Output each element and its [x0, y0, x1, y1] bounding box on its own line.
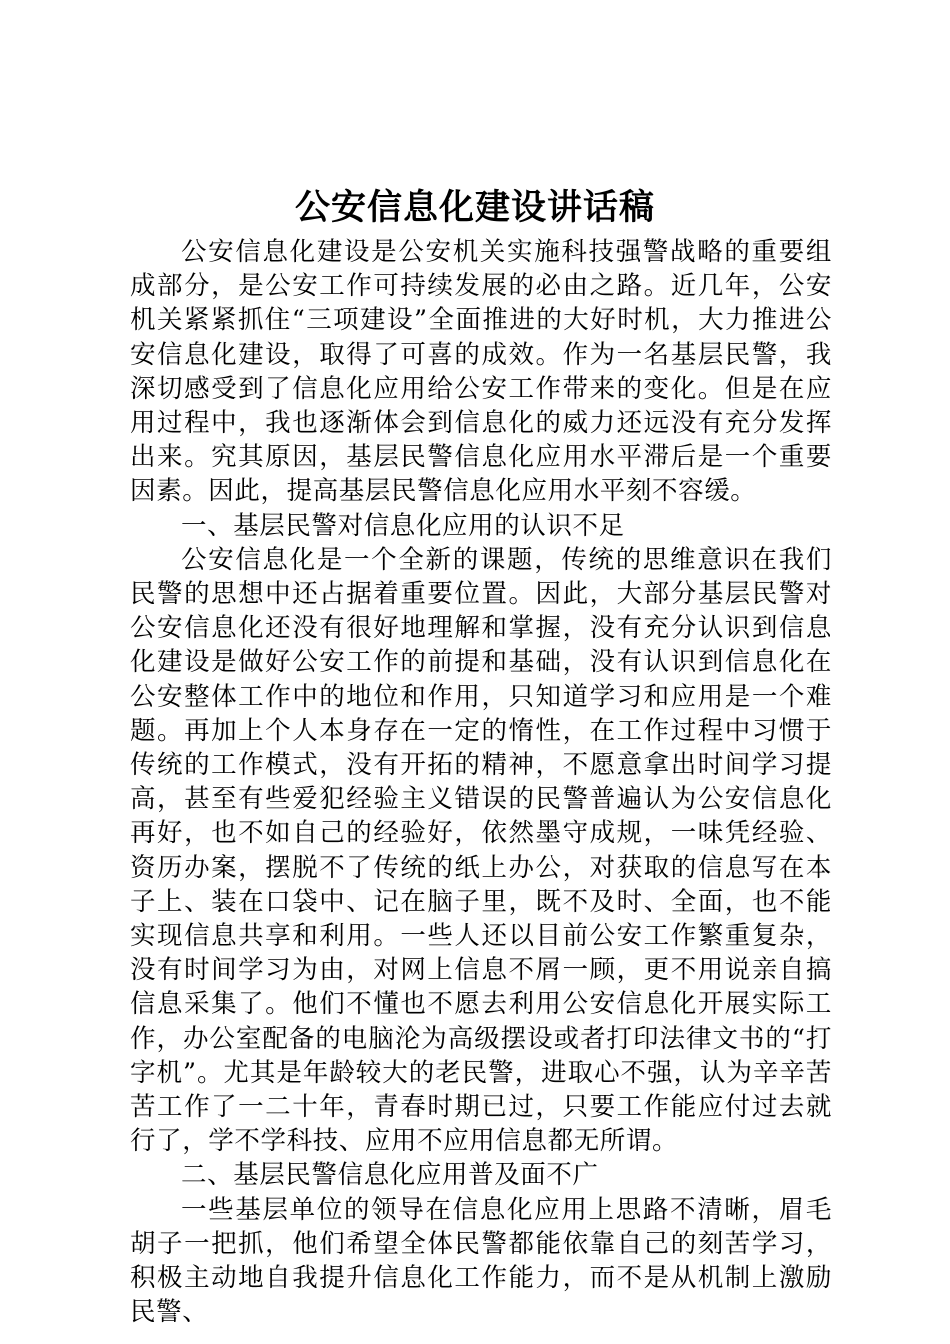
intro-paragraph: 公安信息化建设是公安机关实施科技强警战略的重要组成部分，是公安工作可持续发展的必由之路。近几年，公安机关紧紧抓住“三项建设”全面推进的大好时机，大力推进公安信息化建设，取得了可喜的成效。作为一名基层民警，我深切感受到了信息化应用给公安工作带来的变化。但是在应用过程中，我也逐渐体会到信息化的威力还远没有充分发挥出来。究其原因，基层民警信息化应用水平滞后是一个重要因素。因此，提高基层民警信息化应用水平刻不容缓。: [130, 237, 832, 507]
section-2-heading: 二、基层民警信息化应用普及面不广: [181, 1160, 599, 1191]
document-body: [130, 235, 832, 1330]
section-1-heading: 一、基层民警对信息化应用的认识不足: [181, 510, 625, 541]
document-title: 公安信息化建设讲话稿: [294, 188, 655, 228]
section-2-paragraph: 一些基层单位的领导在信息化应用上思路不清晰，眉毛胡子一把抓，他们希望全体民警都能依靠自己的刻苦学习，积极主动地自我提升信息化工作能力，而不是从机制上激励民警、: [130, 1194, 832, 1328]
section-1-paragraph: 公安信息化是一个全新的课题，传统的思维意识在我们民警的思想中还占据着重要位置。因此，大部分基层民警对公安信息化还没有很好地理解和掌握，没有充分认识到信息化建设是做好公安工作的前提和基础，没有认识到信息化在公安整体工作中的地位和作用，只知道学习和应用是一个难题。再加上个人本身存在一定的惰性，在工作过程中习惯于传统的工作模式，没有开拓的精神，不愿意拿出时间学习提高，甚至有些爱犯经验主义错误的民警普遍认为公安信息化再好，也不如自己的经验好，依然墨守成规，一味凭经验、资历办案，摆脱不了传统的纸上办公，对获取的信息写在本子上、装在口袋中、记在脑子里，既不及时、全面，也不能实现信息共享和利用。一些人还以目前公安工作繁重复杂，没有时间学习为由，对网上信息不屑一顾，更不用说亲自搞信息采集了。他们不懂也不愿去利用公安信息化开展实际工作，办公室配备的电脑沦为高级摆设或者打印法律文书的“打字机”。尤其是年龄较大的老民警，进取心不强，认为辛辛苦苦工作了一二十年，青春时期已过，只要工作能应付过去就行了，学不学科技、应用不应用信息都无所谓。: [130, 544, 832, 1157]
